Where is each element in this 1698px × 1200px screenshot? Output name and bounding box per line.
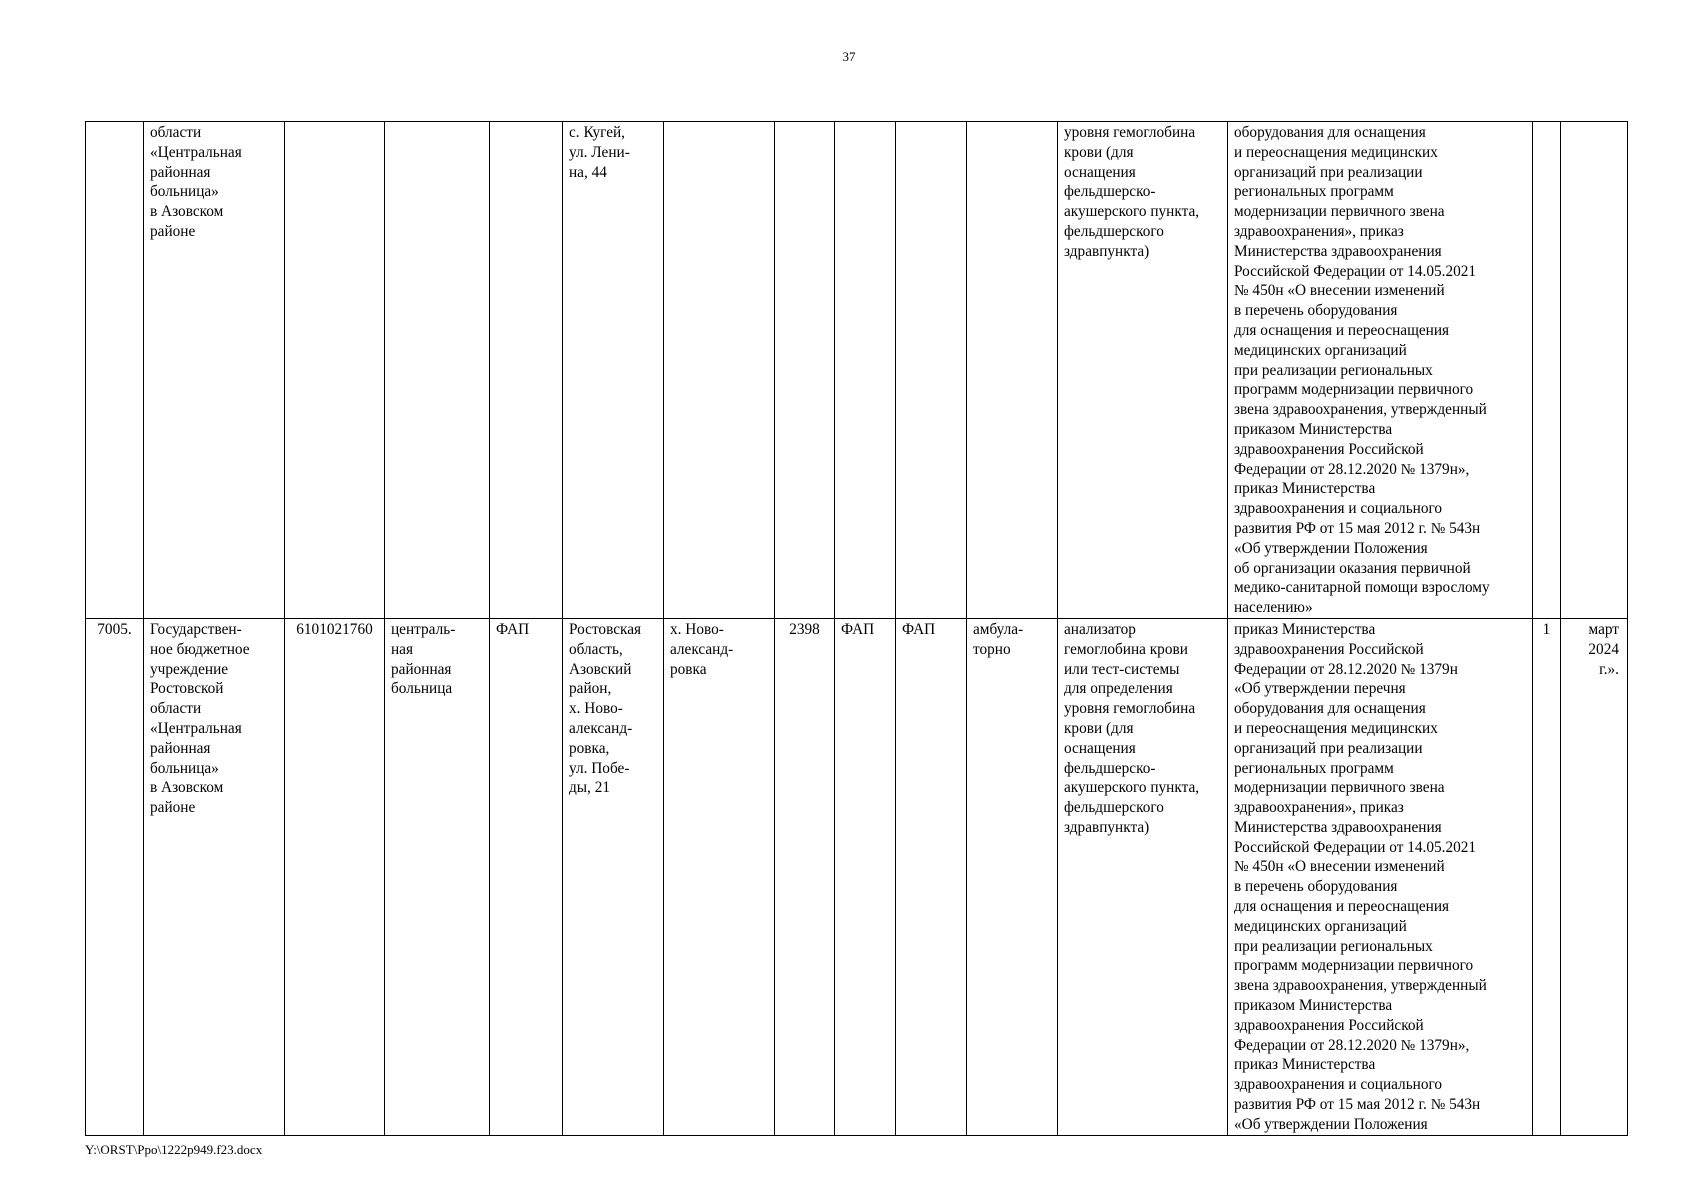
table-row [86, 618, 1628, 1135]
facility-type-2: ФАП [896, 618, 967, 1135]
equipment-table [85, 121, 1628, 1136]
equipment-name: анализатор гемоглобина крови или тест-системы для определения уровня гемоглобина крови (для оснащения фельдшерско- акушерского пункта, фельдшерского здравпункта) [1058, 618, 1228, 1135]
care-form: амбула- торно [967, 618, 1058, 1135]
facility-type: ФАП [835, 618, 896, 1135]
legal-basis: приказ Министерства здравоохранения Российской Федерации от 28.12.2020 № 1379н «Об утверждении перечня оборудования для оснащения и переоснащения медицинских организаций при реализации региональных программ модернизации первичного звена здравоохранения», приказ Министерства здравоохранения Российской Федерации от 14.05.2021 № 450н «О внесении изменений в перечень оборудования для оснащения и переоснащения медицинских организаций при реализации региональных программ модернизации первичного звена здравоохранения, утвержденный приказом Министерства здравоохранения Российской Федерации от 28.12.2020 № 1379н», приказ Министерства здравоохранения и социального развития РФ от 15 мая 2012 г. № 543н «Об утверждении Положения [1228, 618, 1533, 1135]
population: 2398 [775, 618, 835, 1135]
table-row [86, 122, 1628, 619]
institution-type: централь- ная районная больница [385, 618, 490, 1135]
row-number [86, 122, 144, 619]
facility-type-2 [896, 122, 967, 619]
deadline [1561, 122, 1628, 619]
settlement: х. Ново- александ- ровка [664, 618, 775, 1135]
population [775, 122, 835, 619]
page-number: 37 [842, 49, 856, 64]
legal-basis: оборудования для оснащения и переоснащения медицинских организаций при реализации региональных программ модернизации первичного звена здравоохранения», приказ Министерства здравоохранения Российской Федерации от 14.05.2021 № 450н «О внесении изменений в перечень оборудования для оснащения и переоснащения медицинских организаций при реализации региональных программ модернизации первичного звена здравоохранения, утвержденный приказом Министерства здравоохранения Российской Федерации от 28.12.2020 № 1379н», приказ Министерства здравоохранения и социального развития РФ от 15 мая 2012 г. № 543н «Об утверждении Положения об организации оказания первичной медико-санитарной помощи взрослому населению» [1228, 122, 1533, 619]
quantity: 1 [1533, 618, 1561, 1135]
address: с. Кугей, ул. Лени- на, 44 [563, 122, 664, 619]
institution-type [385, 122, 490, 619]
inn [285, 122, 385, 619]
document-file-path: Y:\ORST\Ppo\1222p949.f23.docx [85, 1142, 263, 1157]
care-form [967, 122, 1058, 619]
facility-type [835, 122, 896, 619]
equipment-name: уровня гемоглобина крови (для оснащения фельдшерско- акушерского пункта, фельдшерского здравпункта) [1058, 122, 1228, 619]
row-number: 7005. [86, 618, 144, 1135]
institution-name: области «Центральная районная больница» в Азовском районе [144, 122, 285, 619]
institution-name: Государствен- ное бюджетное учреждение Ростовской области «Центральная районная больница» в Азовском районе [144, 618, 285, 1135]
settlement [664, 122, 775, 619]
inn: 6101021760 [285, 618, 385, 1135]
structural-unit [490, 122, 563, 619]
address: Ростовская область, Азовский район, х. Ново- александ- ровка, ул. Побе- ды, 21 [563, 618, 664, 1135]
quantity [1533, 122, 1561, 619]
deadline: март 2024 г.». [1561, 618, 1628, 1135]
structural-unit: ФАП [490, 618, 563, 1135]
